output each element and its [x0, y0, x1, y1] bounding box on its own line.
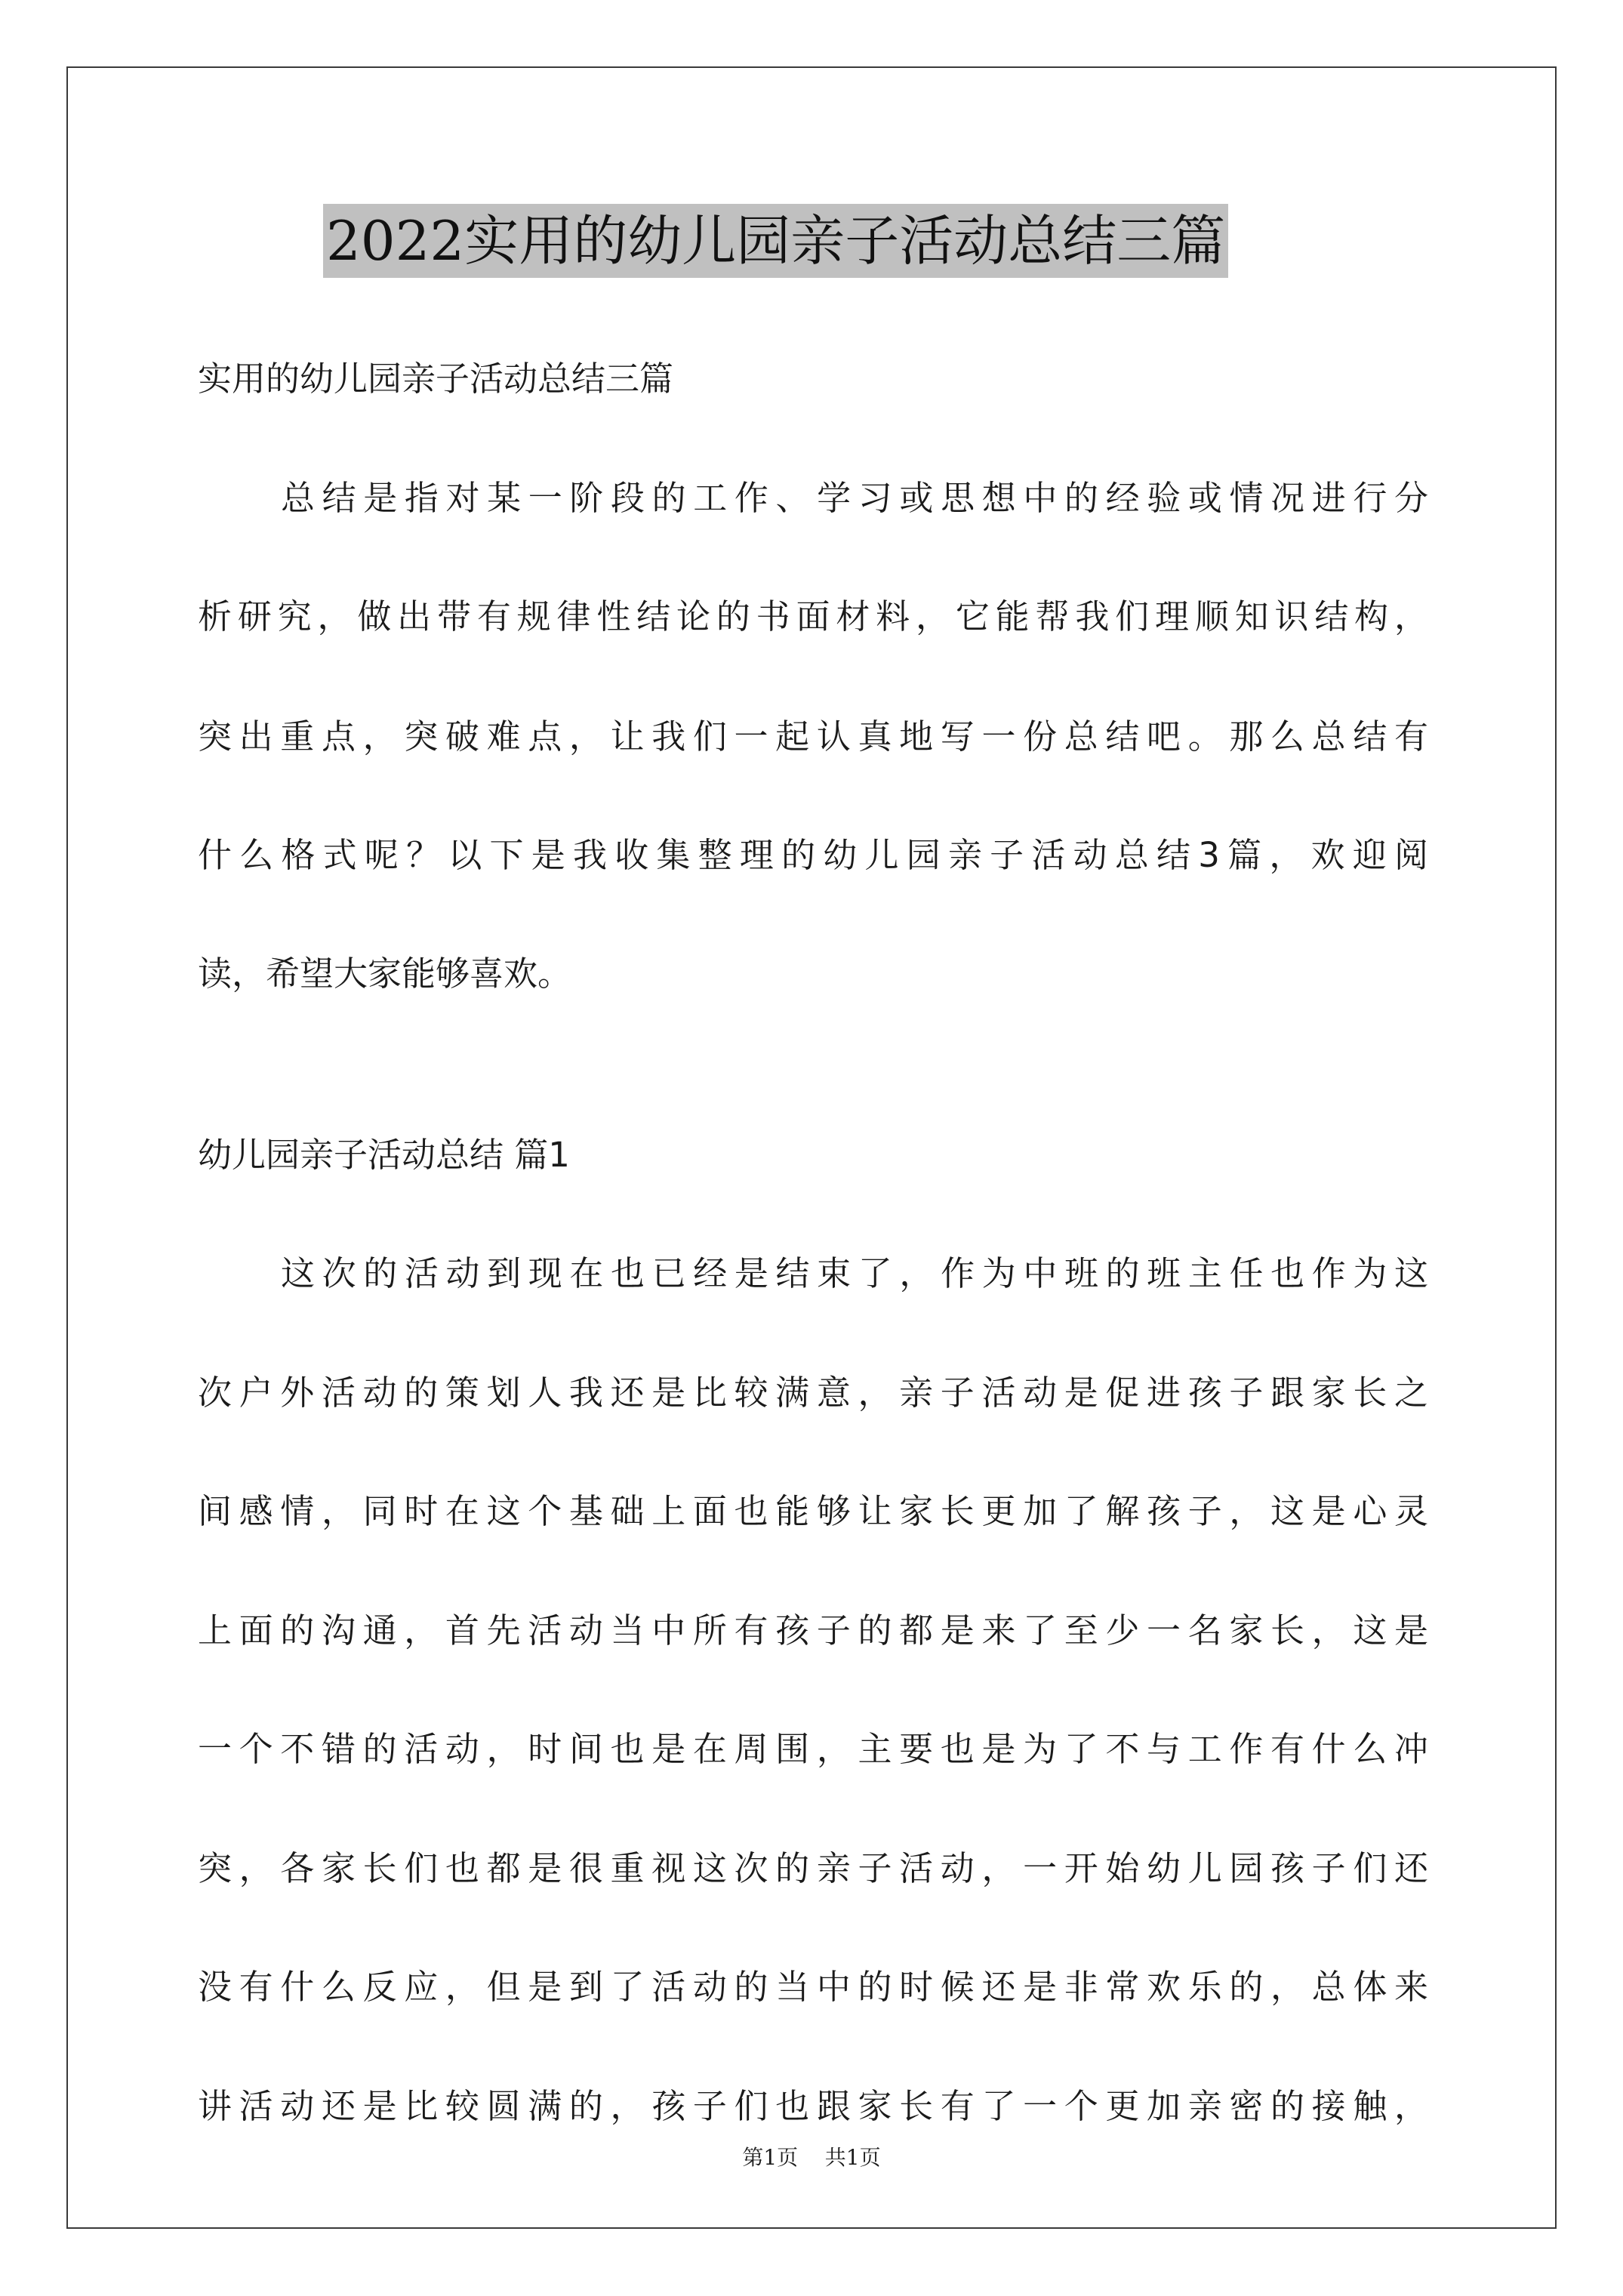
intro-line: 什么格式呢？以下是我收集整理的幼儿园亲子活动总结3篇，欢迎阅: [198, 835, 1428, 875]
body-line: 突，各家长们也都是很重视这次的亲子活动，一开始幼儿园孩子们还: [198, 1848, 1428, 1888]
intro-line: 析研究，做出带有规律性结论的书面材料，它能帮我们理顺知识结构，: [198, 596, 1428, 636]
page-total: 共1页: [824, 2145, 881, 2170]
page-number: 第1页: [742, 2145, 799, 2170]
body-line: 间感情，同时在这个基础上面也能够让家长更加了解孩子，这是心灵: [198, 1491, 1428, 1531]
document-title: 2022实用的幼儿园亲子活动总结三篇: [323, 204, 1228, 278]
body-line: 讲活动还是比较圆满的，孩子们也跟家长有了一个更加亲密的接触，: [198, 2086, 1428, 2126]
body-line: 这次的活动到现在也已经是结束了，作为中班的班主任也作为这: [281, 1253, 1428, 1293]
document-subtitle: 实用的幼儿园亲子活动总结三篇: [198, 359, 674, 399]
body-line: 次户外活动的策划人我还是比较满意，亲子活动是促进孩子跟家长之: [198, 1373, 1428, 1413]
body-line: 一个不错的活动，时间也是在周围，主要也是为了不与工作有什么冲: [198, 1729, 1428, 1769]
section-heading: 幼儿园亲子活动总结 篇1: [198, 1135, 570, 1175]
body-line: 没有什么反应，但是到了活动的当中的时候还是非常欢乐的，总体来: [198, 1967, 1428, 2007]
intro-line: 总结是指对某一阶段的工作、学习或思想中的经验或情况进行分: [281, 478, 1428, 518]
intro-line: 读，希望大家能够喜欢。: [198, 954, 572, 994]
body-line: 上面的沟通，首先活动当中所有孩子的都是来了至少一名家长，这是: [198, 1610, 1428, 1650]
page-footer: [0, 2143, 1623, 2173]
intro-line: 突出重点，突破难点，让我们一起认真地写一份总结吧。那么总结有: [198, 717, 1428, 757]
